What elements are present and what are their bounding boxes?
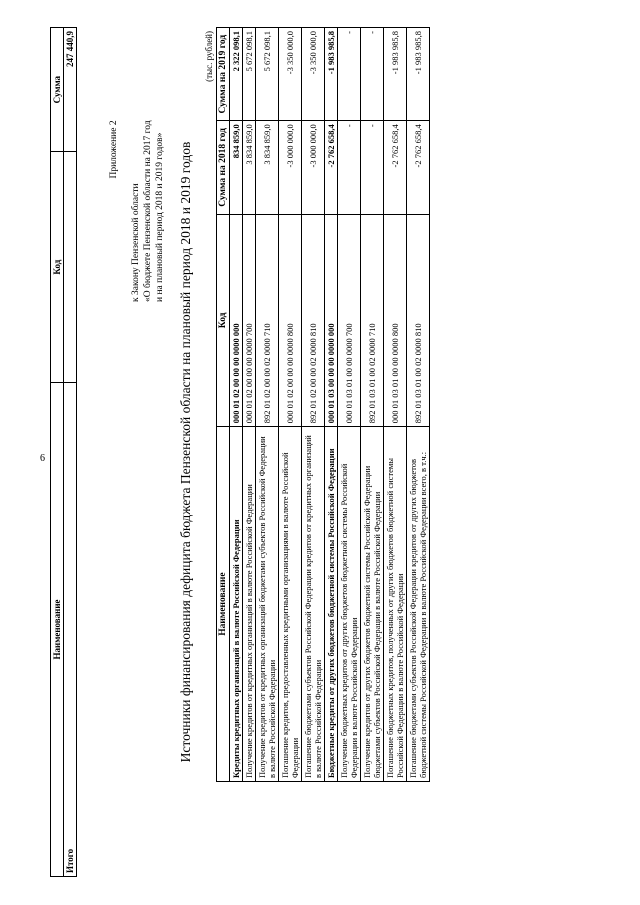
appendix-line: к Закону Пензенской области [131,183,141,302]
row-sum-2018: -2 762 658,4 [384,121,407,214]
document-title: Источники финансирования дефицита бюджета Пензенской области на плановый период 2018 и 2019 годов [178,141,193,763]
row-sum-2018: 3 834 859,0 [256,121,279,214]
total-label: Итого [64,382,77,876]
row-name: Бюджетные кредиты от других бюджетов бюджетной системы Российской Федерации [325,427,338,782]
column-header-name: Наименование [217,427,230,782]
table-row [243,28,256,782]
column-header-2019: Сумма на 2019 год [217,28,230,121]
row-name: Погашение бюджетами субъектов Российской Федерации кредитов от кредитных организаций в валюте Российской Федерации [302,427,325,782]
total-value: 247 440,9 [64,28,77,152]
row-sum-2018: 834 859,0 [230,121,243,214]
table-row [256,28,279,782]
header-code: Код [51,152,64,383]
appendix-line: и на плановый период 2018 и 2019 годов» [155,132,165,302]
column-header-2018: Сумма на 2018 год [217,121,230,214]
row-sum-2018: -3 000 000,0 [302,121,325,214]
table-row [230,28,243,782]
row-code: 000 01 03 00 00 00 0000 000 [325,214,338,427]
table-header-row [217,28,230,782]
row-sum-2019: - [338,28,361,121]
row-sum-2018: - [361,121,384,214]
page-number: 6 [40,453,45,464]
row-name: Погашение бюджетами субъектов Российской Федерации кредитов от других бюджетов бюджетной системы Российской Федерации в валюте Российской Федерации всего, в т.ч.: [407,427,430,782]
table-row [279,28,302,782]
row-code: 000 01 03 01 00 00 0000 800 [384,214,407,427]
row-sum-2019: 5 672 098,1 [256,28,279,121]
row-sum-2018: -2 762 658,4 [407,121,430,214]
row-name: Получение кредитов от кредитных организаций бюджетами субъектов Российской Федерации в валюте Российской Федерации [256,427,279,782]
row-code: 892 01 03 01 00 02 0000 710 [361,214,384,427]
column-header-code: Код [217,214,230,427]
total-code [64,152,77,383]
row-sum-2018: -3 000 000,0 [279,121,302,214]
row-code: 892 01 03 01 00 02 0000 810 [407,214,430,427]
row-sum-2018: -2 762 658,4 [325,121,338,214]
rotated-page-content [30,27,610,877]
table-row [338,28,361,782]
previous-table [50,27,77,877]
row-sum-2019: -3 350 000,0 [279,28,302,121]
header-sum: Сумма [51,28,64,152]
table-row [384,28,407,782]
table-row [325,28,338,782]
previous-table-total-row [64,28,77,877]
row-name: Погашение бюджетных кредитов, полученных от других бюджетов бюджетной системы Российской Федерации в валюте Российской Федерации [384,427,407,782]
row-code: 000 01 03 01 00 00 0000 700 [338,214,361,427]
row-name: Погашение кредитов, предоставленных кредитными организациями в валюте Российской Федерации [279,427,302,782]
appendix-block [108,120,166,302]
row-sum-2019: 5 672 098,1 [243,28,256,121]
row-sum-2018: - [338,121,361,214]
row-code: 000 01 02 00 00 00 0000 800 [279,214,302,427]
table-row [407,28,430,782]
appendix-title: Приложение 2 [109,120,119,179]
financing-sources-table [216,27,430,782]
table-row [302,28,325,782]
row-name: Кредиты кредитных организаций в валюте Российской Федерации [230,427,243,782]
row-code: 000 01 02 00 00 00 0000 000 [230,214,243,427]
previous-table-header [51,28,64,877]
appendix-line: «О бюджете Пензенской области на 2017 год [143,120,153,302]
row-name: Получение кредитов от кредитных организаций в валюте Российской Федерации [243,427,256,782]
row-code: 000 01 02 00 00 00 0000 700 [243,214,256,427]
row-sum-2019: -1 983 985,8 [384,28,407,121]
row-sum-2019: -1 983 985,8 [325,28,338,121]
row-sum-2019: - [361,28,384,121]
header-name: Наименование [51,382,64,876]
row-sum-2019: -1 983 985,8 [407,28,430,121]
row-sum-2019: -3 350 000,0 [302,28,325,121]
table-row [361,28,384,782]
row-sum-2019: 2 322 098,1 [230,28,243,121]
row-sum-2018: 3 834 859,0 [243,121,256,214]
row-code: 892 01 02 00 00 02 0000 810 [302,214,325,427]
units-label: (тыс. рублей) [204,31,214,82]
row-code: 892 01 02 00 00 02 0000 710 [256,214,279,427]
row-name: Получение бюджетных кредитов от других бюджетов бюджетной системы Российской Федерации в валюте Российской Федерации [338,427,361,782]
row-name: Получение кредитов от других бюджетов бюджетной системы Российской Федерации бюджетами субъектов Российской Федерации в валюте Российской Федерации [361,427,384,782]
